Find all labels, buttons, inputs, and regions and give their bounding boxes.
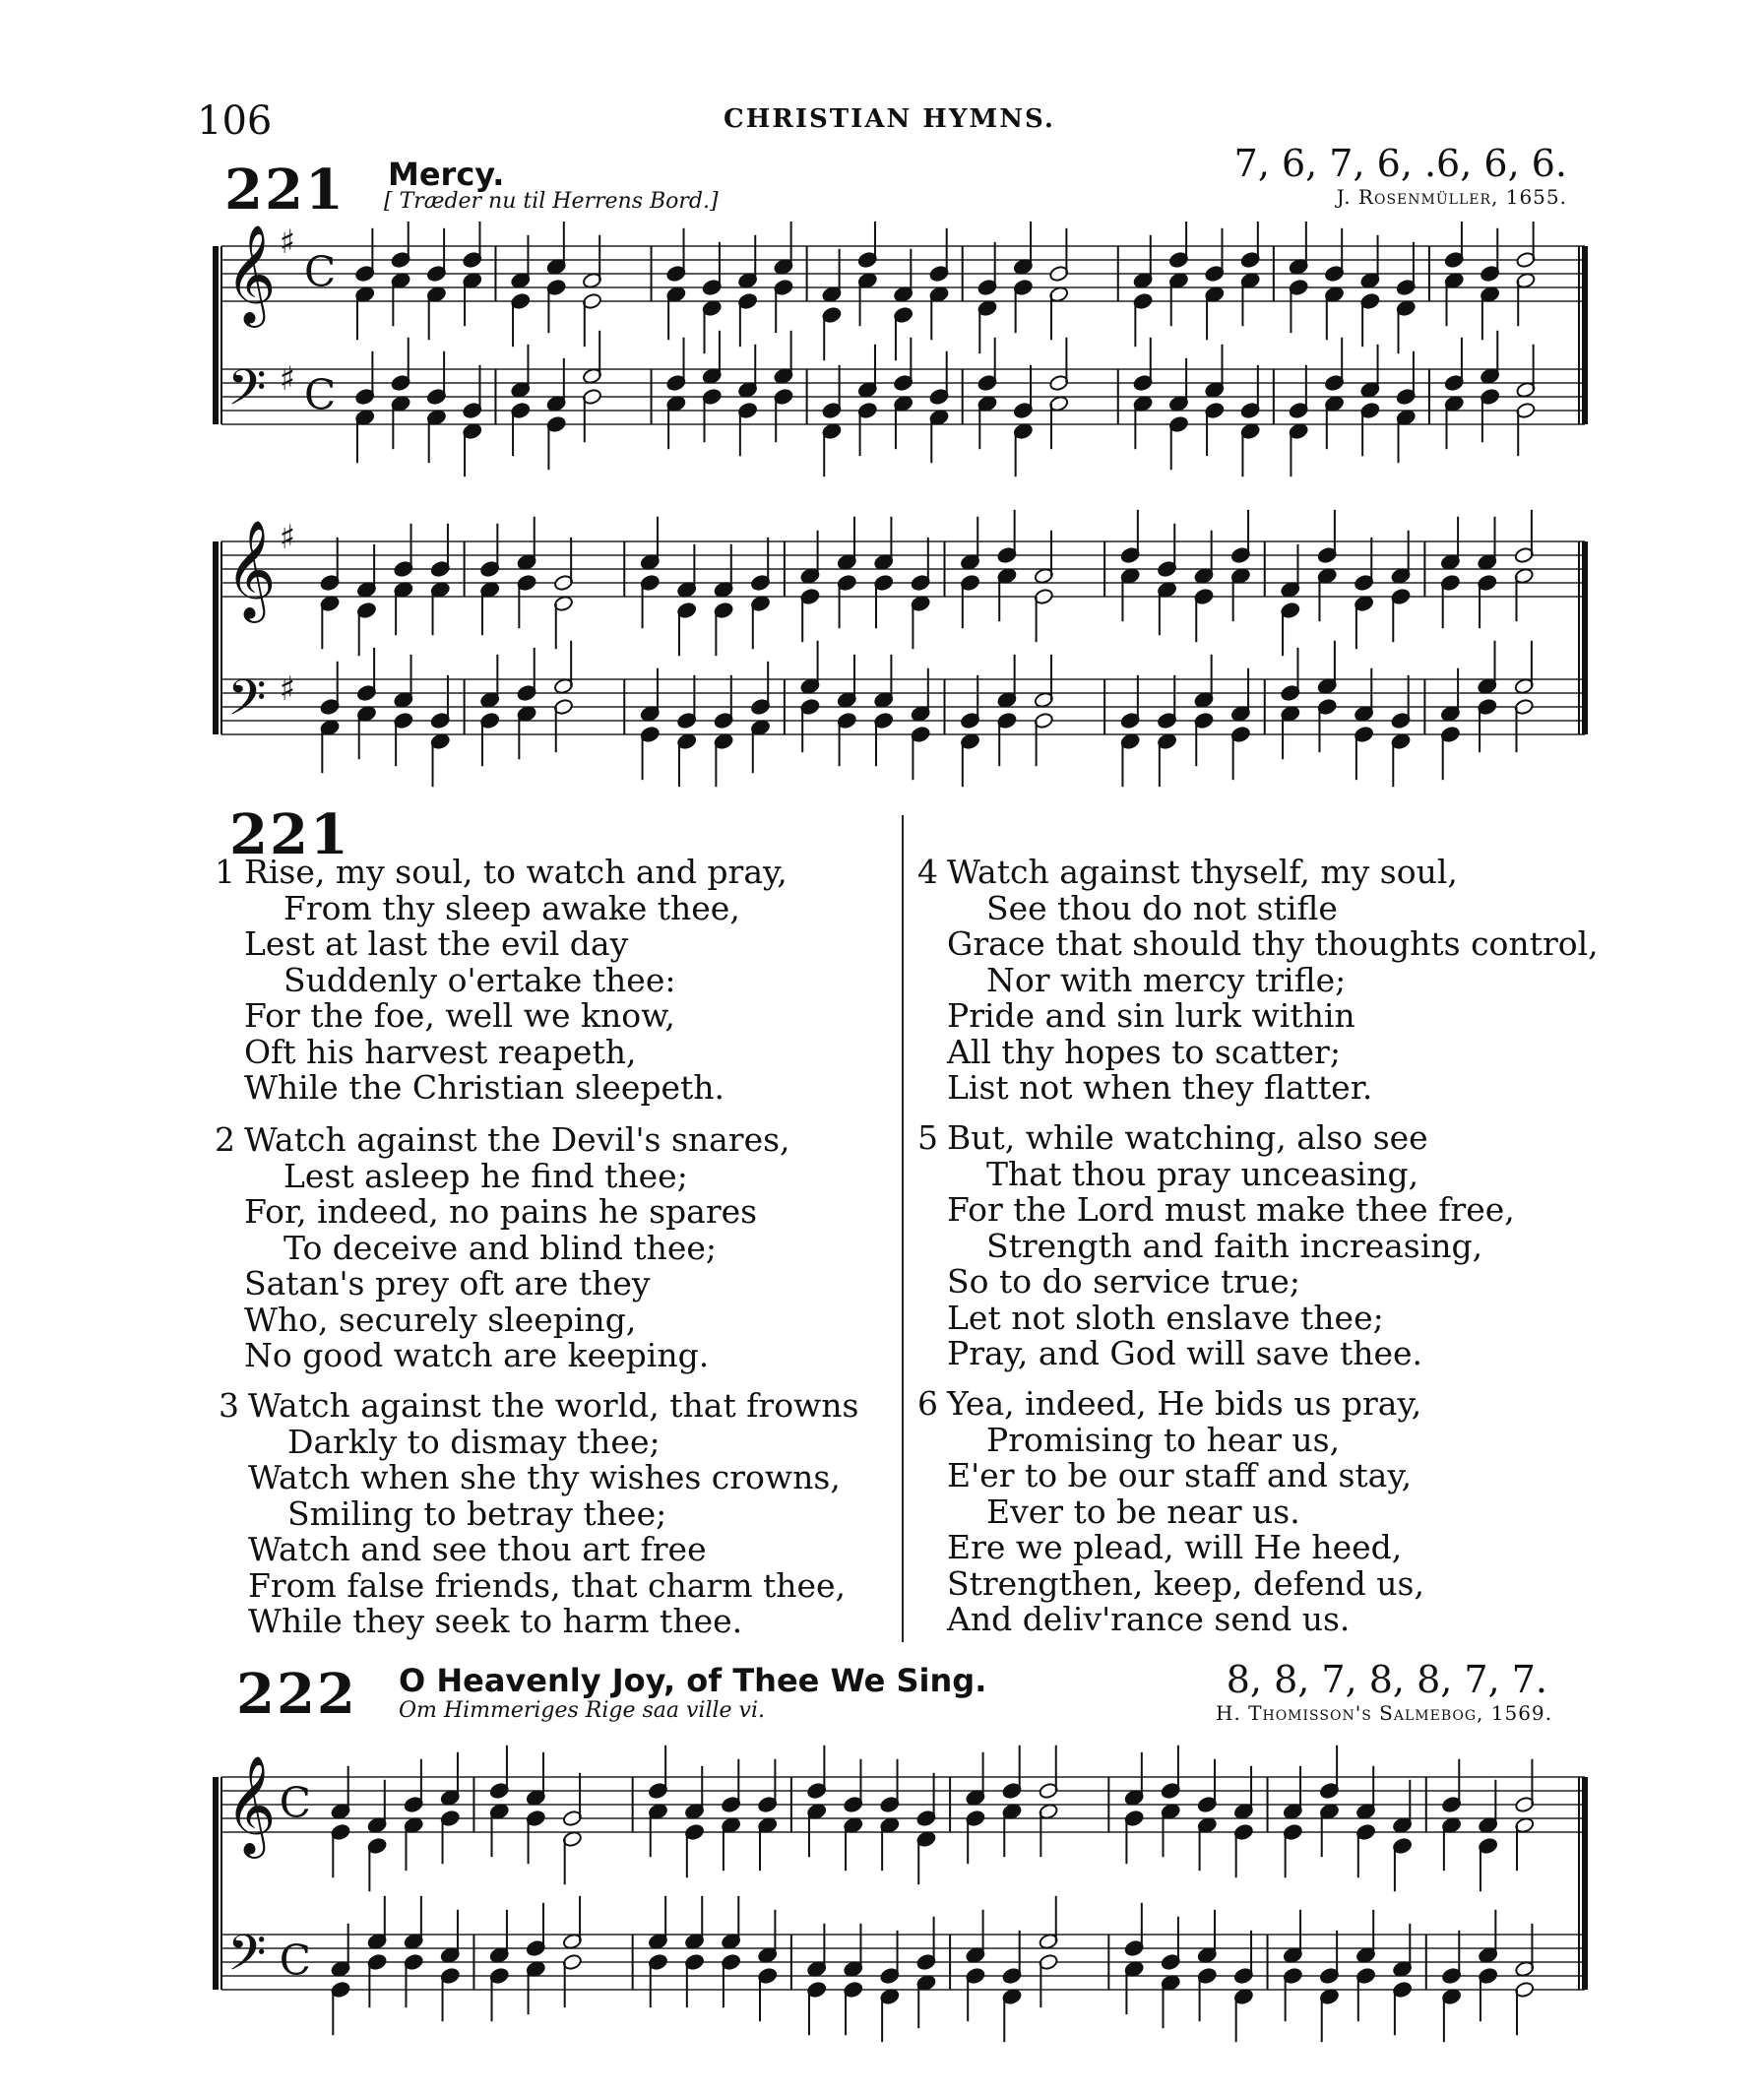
verse-line: For the Lord must make thee free, — [947, 1190, 1515, 1229]
verse-line: Grace that should thy thoughts control, — [947, 924, 1599, 963]
verse-number: 4 — [917, 853, 938, 891]
running-head: CHRISTIAN HYMNS. — [724, 104, 1055, 134]
verse-number: 6 — [917, 1384, 938, 1423]
verse-line: That thou pray unceasing, — [986, 1154, 1419, 1193]
key-signature-sharp: ♯ — [279, 518, 296, 556]
verse-line: Lest asleep he find thee; — [284, 1156, 688, 1195]
verse-line: And deliv'rance send us. — [947, 1600, 1351, 1638]
verse-line: Watch when she thy wishes crowns, — [248, 1458, 841, 1496]
verse-line: Watch against thyself, my soul, — [947, 853, 1458, 891]
hymn-221-score — [202, 222, 1600, 807]
verse-line: Strengthen, keep, defend us, — [947, 1563, 1424, 1603]
page-number: 106 — [197, 98, 273, 144]
verse-line: Ere we plead, will He heed, — [947, 1528, 1403, 1566]
verse-line: Darkly to dismay thee; — [287, 1422, 661, 1461]
bass-clef: 𝄢 — [227, 358, 267, 430]
hymn-221-verse-1 — [215, 853, 884, 1107]
verse-line: Strength and faith increasing, — [986, 1226, 1483, 1265]
hymn-221-number: 221 — [224, 158, 346, 222]
verse-number: 5 — [917, 1118, 938, 1157]
time-signature: C — [304, 247, 337, 296]
verse-line: Watch against the world, that frowns — [248, 1386, 859, 1425]
verse-line: Ever to be near us. — [986, 1492, 1300, 1531]
hymn-222-meter: 8, 8, 7, 8, 8, 7, 7. — [1226, 1658, 1547, 1701]
verse-line: While they seek to harm thee. — [248, 1602, 743, 1640]
hymn-222-composer: H. Thomisson's Salmebog, 1569. — [1216, 1701, 1552, 1725]
verse-line: Oft his harvest reapeth, — [244, 1032, 637, 1071]
verse-line: From false friends, that charm thee, — [248, 1565, 847, 1605]
hymn-221-tune-name: Mercy. — [388, 156, 505, 193]
hymn-221-verse-3 — [219, 1386, 888, 1640]
verse-line: For the foe, well we know, — [244, 996, 675, 1035]
verse-number: 1 — [215, 853, 235, 891]
time-signature: C — [279, 1778, 311, 1827]
bass-clef: 𝄢 — [227, 1924, 267, 1996]
hymn-222-number: 222 — [236, 1662, 357, 1727]
hymn-221-original-title: [ Træder nu til Herrens Bord.] — [384, 189, 719, 214]
verse-line: Nor with mercy trifle; — [986, 960, 1347, 999]
verse-line: For, indeed, no pains he spares — [244, 1192, 758, 1231]
bass-clef: 𝄢 — [227, 668, 267, 740]
hymn-221-meter: 7, 6, 7, 6, .6, 6, 6. — [1233, 142, 1567, 185]
hymn-221-verse-2 — [215, 1120, 884, 1374]
column-divider — [902, 815, 904, 1642]
hymn-221-verse-5 — [917, 1118, 1587, 1372]
verse-line: Lest at last the evil day — [244, 924, 629, 963]
verse-line: Promising to hear us, — [986, 1420, 1341, 1459]
hymn-221-verse-4 — [917, 853, 1599, 1107]
verse-line: Rise, my soul, to watch and pray, — [244, 853, 788, 891]
verse-line: While the Christian sleepeth. — [244, 1068, 725, 1107]
key-signature-sharp: ♯ — [279, 222, 296, 261]
hymn-221-text-number: 221 — [229, 802, 350, 867]
verse-line: No good watch are keeping. — [244, 1336, 710, 1374]
time-signature: C — [279, 1936, 311, 1985]
treble-clef: 𝄞 — [225, 519, 277, 619]
verse-line: From thy sleep awake thee, — [284, 888, 740, 927]
verse-line: All thy hopes to scatter; — [947, 1032, 1341, 1071]
verse-line: Suddenly o'ertake thee: — [284, 960, 676, 999]
verse-line: E'er to be our staff and stay, — [947, 1456, 1413, 1494]
verse-line: Pride and sin lurk within — [947, 996, 1355, 1035]
verse-line: Pray, and God will save thee. — [947, 1334, 1423, 1372]
key-signature-sharp: ♯ — [279, 669, 296, 708]
treble-clef: 𝄞 — [225, 1754, 277, 1855]
verse-number: 3 — [219, 1386, 239, 1425]
time-signature: C — [304, 370, 337, 419]
verse-line: So to do service true; — [947, 1262, 1300, 1301]
hymn-221-composer: J. Rosenmüller, 1655. — [1336, 185, 1567, 209]
verse-line: Satan's prey oft are they — [244, 1264, 651, 1302]
verse-line: Smiling to betray thee; — [287, 1493, 667, 1533]
treble-clef: 𝄞 — [225, 223, 277, 324]
verse-line: See thou do not stifle — [986, 888, 1338, 927]
verse-line: Yea, indeed, He bids us pray, — [947, 1384, 1422, 1423]
hymn-221-verse-6 — [917, 1384, 1587, 1638]
verse-line: Who, securely sleeping, — [244, 1300, 637, 1339]
verse-line: Watch and see thou art free — [248, 1530, 707, 1568]
verse-number: 2 — [215, 1120, 235, 1159]
verse-line: Watch against the Devil's snares, — [244, 1120, 790, 1159]
verse-line: List not when they flatter. — [947, 1068, 1373, 1107]
hymn-222-original-title: Om Himmeriges Rige saa ville vi. — [399, 1698, 766, 1723]
verse-line: But, while watching, also see — [947, 1118, 1428, 1157]
hymn-222-score — [202, 1738, 1600, 2058]
verse-line: To deceive and blind thee; — [284, 1228, 718, 1267]
key-signature-sharp: ♯ — [279, 359, 296, 398]
verse-line: Let not sloth enslave thee; — [947, 1298, 1384, 1337]
hymn-222-tune-name: O Heavenly Joy, of Thee We Sing. — [399, 1662, 987, 1699]
